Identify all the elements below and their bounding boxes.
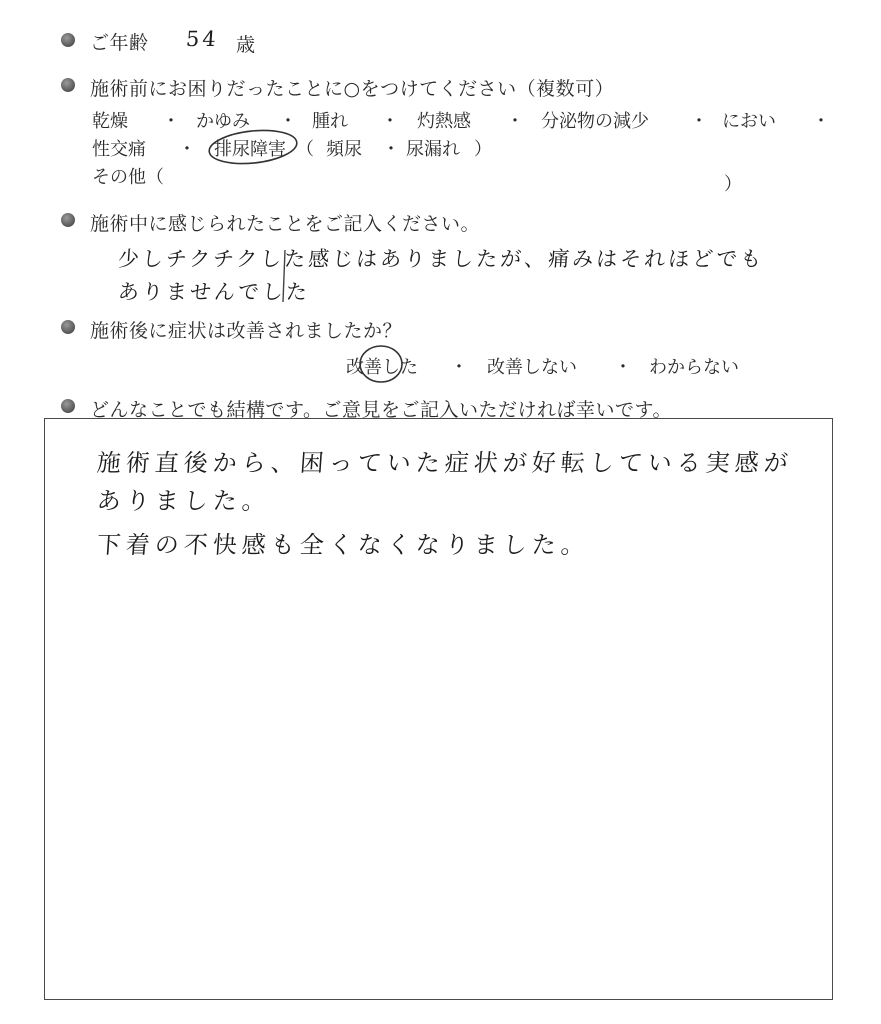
q1-separator: ・ (690, 111, 708, 132)
q3-option-unknown: わからない (649, 357, 739, 378)
q1-option-dyspareunia: 性交痛 (92, 139, 146, 160)
q1-option-swelling: 腫れ (312, 111, 348, 132)
age-unit: 歳 (236, 34, 256, 56)
q1-option-burning: 灼熱感 (417, 111, 471, 132)
q1-paren-open: （ (296, 139, 314, 160)
q1-option-itching: かゆみ (196, 111, 250, 132)
q3-separator: ・ (614, 357, 632, 378)
q4-answer-line3: 下着の不快感も全くなくなりました。 (95, 531, 591, 559)
q1-title: 施術前にお困りだったことに○をつけてください（複数可） (90, 78, 615, 100)
q1-paren-close: ） (474, 139, 492, 160)
q1-option-odor: におい (722, 111, 776, 132)
q2-answer-line2: ありませんでした (117, 280, 311, 304)
q1-other-label: その他（ (92, 167, 164, 188)
q4-answer-line2: ありました。 (95, 487, 272, 515)
q1-option-urination: 排尿障害 (214, 139, 286, 160)
q1-other-close: ） (724, 174, 742, 195)
q1-separator: ・ (178, 139, 196, 160)
q2-title: 施術中に感じられたことをご記入ください。 (90, 213, 481, 235)
q3-title: 施術後に症状は改善されましたか？ (90, 320, 403, 342)
q4-answer-line1: 施術直後から、困っていた症状が好転している実感が (95, 449, 794, 477)
q1-separator: ・ (381, 111, 399, 132)
q1-option-secretion: 分泌物の減少 (541, 111, 649, 132)
q1-option-leakage: 尿漏れ (406, 139, 460, 160)
circle-mark-improved (360, 346, 402, 382)
q1-separator: ・ (506, 111, 524, 132)
q1-option-frequency: 頻尿 (326, 139, 362, 160)
q3-option-improved: 改善した (346, 357, 418, 378)
q3-option-not-improved: 改善しない (487, 357, 577, 378)
circle-mark-urination (208, 126, 299, 167)
q1-separator: ・ (279, 111, 297, 132)
q2-answer-line1: 少しチクチクした感じはありましたが、痛みはそれほどでも (117, 247, 766, 271)
q1-separator: ・ (812, 111, 830, 132)
q1-separator: ・ (162, 111, 180, 132)
q1-separator: ・ (382, 139, 400, 160)
q3-separator: ・ (450, 357, 468, 378)
q1-option-dryness: 乾燥 (92, 111, 128, 132)
age-value: 54 (185, 27, 220, 51)
age-label: ご年齢 (90, 32, 149, 54)
q4-title: どんなことでも結構です。ご意見をご記入いただければ幸いです。 (90, 399, 672, 421)
stray-pen-stroke (283, 250, 285, 302)
